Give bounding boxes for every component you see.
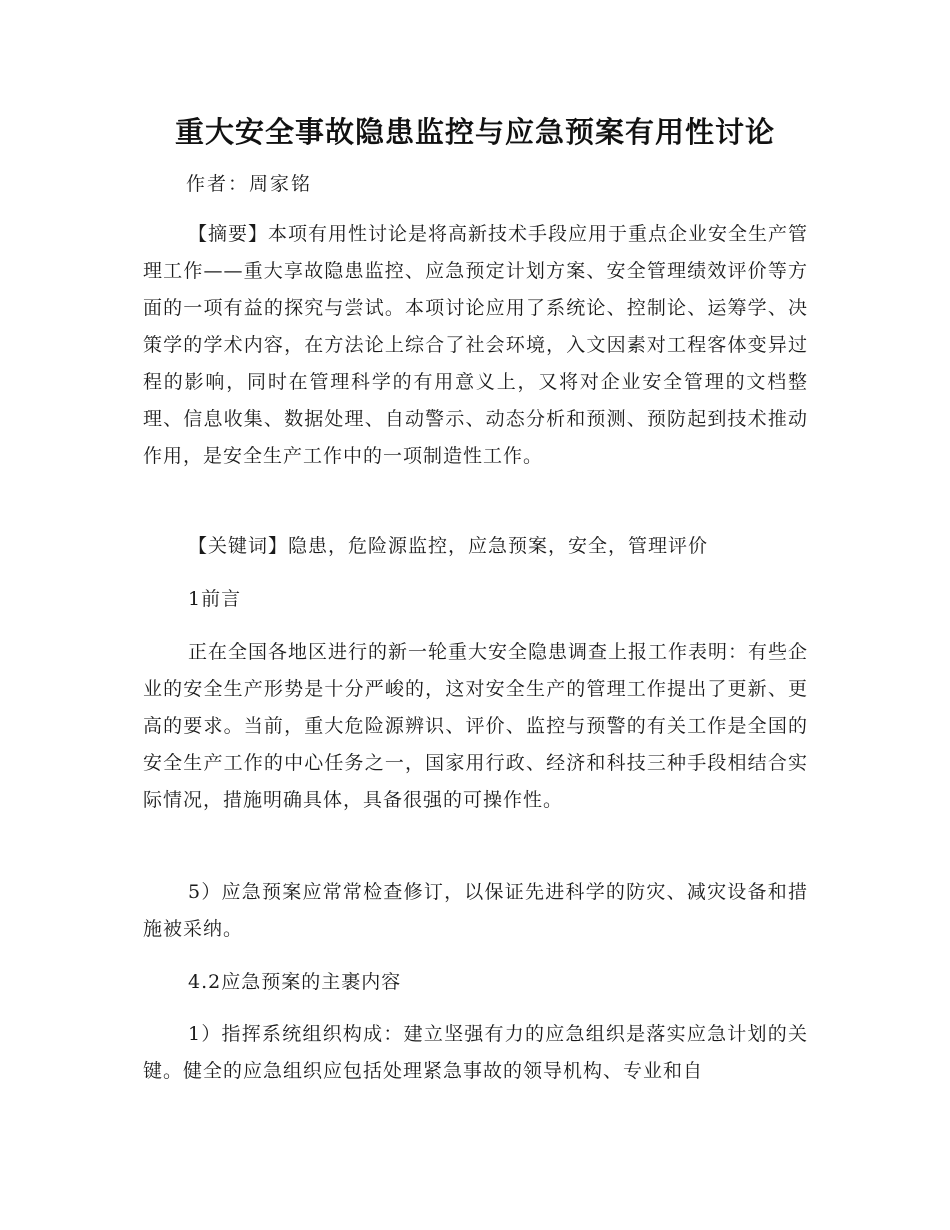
list-item-1: 1）指挥系统组织构成：建立坚强有力的应急组织是落实应急计划的关键。健全的应急组织应包括处理紧急事故的领导机构、专业和自 [143, 1023, 808, 1082]
list-item-5: 5）应急预案应常常检查修订，以保证先进科学的防灾、减灾设备和措施被采纳。 [143, 881, 808, 940]
section-heading-4-2: 4.2应急预案的主裹内容 [188, 971, 402, 993]
keywords-paragraph: 【关键词】隐患，危险源监控，应急预案，安全，管理评价 [188, 535, 709, 557]
introduction-paragraph: 正在全国各地区进行的新一轮重大安全隐患调查上报工作表明：有些企业的安全生产形势是十分严峻的，这对安全生产的管理工作提出了更新、更高的要求。当前，重大危险源辨识、评价、监控与预警的有关工作是全国的安全生产工作的中心任务之一，国家用行政、经济和科技三种手段相结合实际情况，措施明确具体，具备很强的可操作性。 [143, 641, 809, 811]
author-line: 作者：周家铭 [186, 173, 313, 195]
abstract-paragraph: 【摘要】本项有用性讨论是将高新技术手段应用于重点企业安全生产管理工作——重大享故隐患监控、应急预定计划方案、安全管理绩效评价等方面的一项有益的探究与尝试。本项讨论应用了系统论、控制论、运筹学、决策学的学术内容，在方法论上综合了社会环境，入文因素对工程客体变异过程的影响，同时在管理科学的有用意义上，又将对企业安全管理的文档整理、信息收集、数据处理、自动警示、动态分析和预测、预防起到技术推动作用，是安全生产工作中的一项制造性工作。 [143, 223, 809, 467]
section-heading-introduction: 1前言 [188, 588, 242, 610]
document-title: 重大安全事故隐患监控与应急预案有用性讨论 [174, 115, 775, 149]
